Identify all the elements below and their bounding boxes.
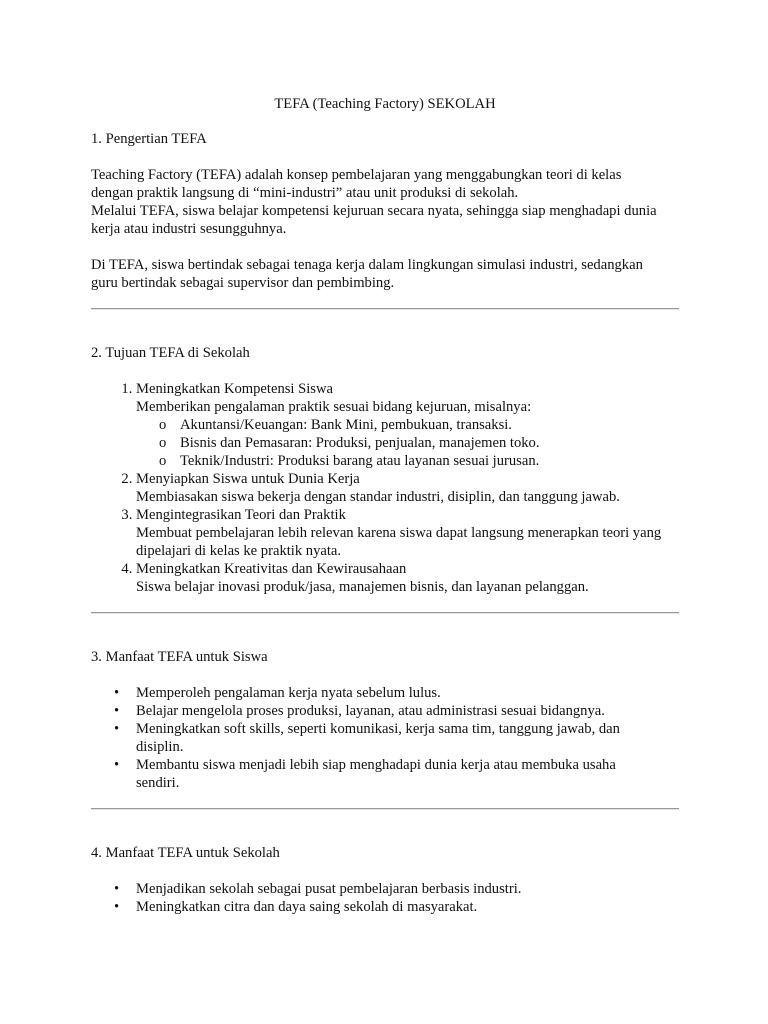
text-line: sendiri. [136,775,180,791]
text-line: dengan praktik langsung di “mini-industri” atau unit produksi di sekolah. [91,185,519,201]
document-title: TEFA (Teaching Factory) SEKOLAH [274,96,496,112]
goal-title: Meningkatkan Kompetensi Siswa [136,381,333,397]
text-line: Membantu siswa menjadi lebih siap menghadapi dunia kerja atau membuka usaha [136,757,616,773]
bullet-item: • Belajar mengelola proses produksi, layanan, atau administrasi sesuai bidangnya. [136,702,679,720]
goal-description: Siswa belajar inovasi produk/jasa, manajemen bisnis, dan layanan pelanggan. [136,579,589,595]
document-page [91,95,679,916]
section-heading-manfaat-sekolah: 4. Manfaat TEFA untuk Sekolah [91,845,280,861]
goal-title: Menyiapkan Siswa untuk Dunia Kerja [136,471,360,487]
goal-description: dipelajari di kelas ke praktik nyata. [136,543,342,559]
text-line: Meningkatkan soft skills, seperti komunikasi, kerja sama tim, tanggung jawab, dan [136,721,620,737]
section-heading-pengertian: 1. Pengertian TEFA [91,131,207,147]
goals-list [91,380,679,596]
goal-description: Membuat pembelajaran lebih relevan karena siswa dapat langsung menerapkan teori yang [136,525,662,541]
section-heading-tujuan: 2. Tujuan TEFA di Sekolah [91,345,250,361]
horizontal-divider [91,308,679,310]
text-line: Di TEFA, siswa bertindak sebagai tenaga kerja dalam lingkungan simulasi industri, sedangkan [91,257,643,273]
goal-item [136,380,679,470]
paragraph-gap [91,238,679,256]
text-line: kerja atau industri sesungguhnya. [91,221,287,237]
paragraph-definition [91,166,679,238]
bullet-item [136,720,679,756]
goal-description: Memberikan pengalaman praktik sesuai bidang kejuruan, misalnya: [136,399,532,415]
section-heading-manfaat-siswa: 3. Manfaat TEFA untuk Siswa [91,649,268,665]
text-line: guru bertindak sebagai supervisor dan pembimbing. [91,275,395,291]
bullet-item: • Memperoleh pengalaman kerja nyata sebelum lulus. [136,684,679,702]
student-benefits-list [91,684,679,792]
horizontal-divider [91,808,679,810]
goal-item [136,560,679,596]
goal-item [136,470,679,506]
horizontal-divider [91,612,679,614]
text-line: Melalui TEFA, siswa belajar kompetensi kejuruan secara nyata, sehingga siap menghadapi dunia [91,203,657,219]
sublist-item: o Teknik/Industri: Produksi barang atau layanan sesuai jurusan. [158,452,679,470]
goal-item [136,506,679,560]
text-line: Teaching Factory (TEFA) adalah konsep pembelajaran yang menggabungkan teori di kelas [91,167,622,183]
goal-title: Meningkatkan Kreativitas dan Kewirausahaan [136,561,407,577]
school-benefits-list [91,880,679,916]
sublist-item: o Akuntansi/Keuangan: Bank Mini, pembukuan, transaksi. [158,416,679,434]
text-line: disiplin. [136,739,184,755]
sublist-item: o Bisnis dan Pemasaran: Produksi, penjualan, manajemen toko. [158,434,679,452]
paragraph-roles [91,256,679,292]
example-sublist [136,416,679,470]
bullet-item: • Meningkatkan citra dan daya saing sekolah di masyarakat. [136,898,679,916]
goal-description: Membiasakan siswa bekerja dengan standar industri, disiplin, dan tanggung jawab. [136,489,620,505]
bullet-item [136,756,679,792]
bullet-item: • Menjadikan sekolah sebagai pusat pembelajaran berbasis industri. [136,880,679,898]
goal-title: Mengintegrasikan Teori dan Praktik [136,507,346,523]
